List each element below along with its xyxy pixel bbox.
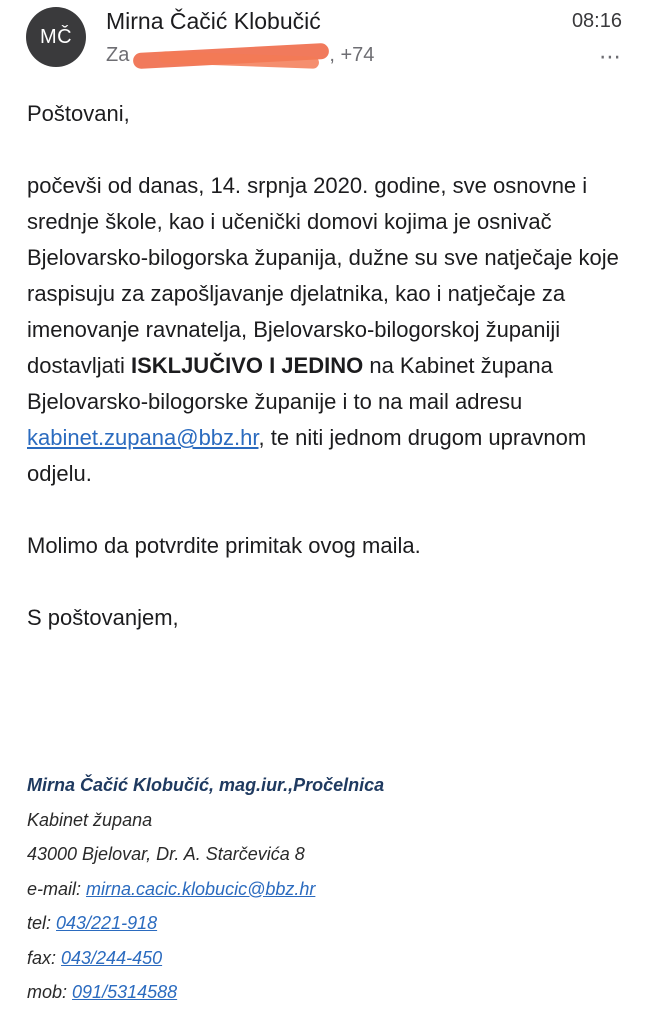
confirm-request: Molimo da potvrdite primitak ovog maila.: [27, 533, 421, 558]
tel-link[interactable]: 043/221-918: [56, 913, 158, 933]
mob-label: mob:: [27, 982, 73, 1002]
greeting: Poštovani,: [27, 101, 130, 126]
more-options-icon[interactable]: ⋯: [599, 44, 622, 69]
fax-label: fax:: [27, 947, 62, 968]
paragraph-text-1: počevši od danas, 14. srpnja 2020. godine, sve osnovne i srednje škole, kao i učenički domovi kojima je osnivač Bjelovarsko-bilogorska županija, dužne su sve natječaje koje raspisuju za zapošljavanje djelatnika, kao i natječaje za imenovanje ravnatelja, Bjelovarsko-bilogorskoj županiji dostavljati: [27, 173, 619, 378]
mob-link[interactable]: 091/5314588: [72, 982, 178, 1002]
signature-email-link[interactable]: mirna.cacic.klobucic@bbz.hr: [86, 878, 316, 899]
redaction-scribble: [129, 46, 329, 66]
signature-address: 43000 Bjelovar, Dr. A. Starčevića 8: [27, 844, 305, 864]
recipients-line[interactable]: [106, 44, 374, 67]
signature-mob-row: [27, 975, 627, 1010]
recipients-count: , +74: [329, 44, 375, 66]
signature-email-row: [27, 872, 627, 907]
closing: S poštovanjem,: [27, 605, 179, 630]
sent-time: 08:16: [571, 10, 622, 32]
signature-fax-row: [27, 941, 627, 976]
tel-label: tel:: [27, 913, 57, 933]
sender-avatar[interactable]: MČ: [26, 7, 86, 67]
emphasis-text: ISKLJUČIVO I JEDINO: [130, 353, 364, 378]
sender-name[interactable]: Mirna Čačić Klobučić: [106, 8, 321, 34]
email-header: [0, 0, 648, 80]
main-paragraph: [27, 168, 627, 492]
signature-office: Kabinet župana: [27, 809, 153, 830]
recipients-prefix: Za: [106, 44, 130, 66]
signature-name: Mirna Čačić Klobučić, mag.iur.,Pročelnica: [27, 775, 385, 795]
paragraph-text-2: na Kabinet župana Bjelovarsko-bilogorske županije i to na mail adresu: [27, 353, 553, 414]
signature-tel-row: [27, 906, 627, 941]
email-label: e-mail:: [27, 878, 87, 899]
paragraph-text-3: , te niti jednom drugom upravnom odjelu.: [27, 425, 587, 486]
fax-link[interactable]: 043/244-450: [61, 947, 163, 968]
email-body: [27, 96, 627, 636]
cabinet-email-link[interactable]: kabinet.zupana@bbz.hr: [27, 425, 259, 450]
signature-block: [27, 768, 627, 1010]
